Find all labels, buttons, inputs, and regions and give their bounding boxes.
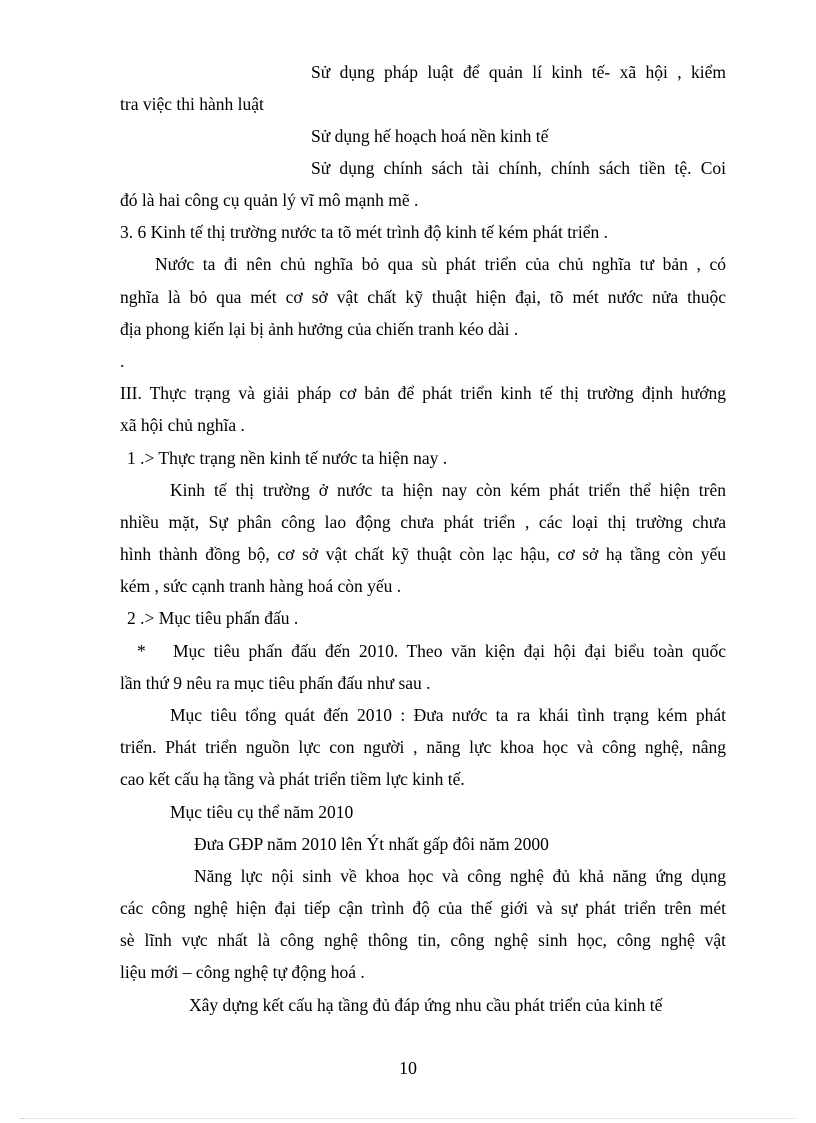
text-line-23: cao kết cấu hạ tầng và phát triển tiềm lực kinh tế. (120, 769, 465, 789)
text-line-4: Sử dụng chính sách tài chính, chính sách tiền tệ. Coi (311, 158, 726, 178)
text-line-1: Sử dụng pháp luật để quản lí kinh tế- xã hội , kiểm (311, 62, 726, 82)
text-line-7: Nước ta đi nên chủ nghĩa bỏ qua sù phát triển của chủ nghĩa tư bản , có (155, 254, 726, 274)
text-line-21: Mục tiêu tổng quát đến 2010 : Đưa nước ta ra khái tình trạng kém phát (170, 705, 726, 725)
text-line-28: sè lĩnh vực nhất là công nghệ thông tin, công nghệ sinh học, công nghệ vật (120, 930, 726, 950)
text-line-17: kém , sức cạnh tranh hàng hoá còn yếu . (120, 576, 402, 596)
bullet-star: * (137, 641, 146, 661)
section-heading-iii: III. Thực trạng và giải pháp cơ bản để phát triển kinh tế thị trường định hướng (120, 383, 726, 403)
text-line-25: Đưa GĐP năm 2010 lên Ýt nhất gấp đôi năm 2000 (194, 834, 549, 854)
text-line-19: Mục tiêu phấn đấu đến 2010. Theo văn kiện đại hội đại biểu toàn quốc (173, 641, 726, 661)
text-line-3: Sử dụng hế hoạch hoá nền kinh tế (311, 126, 549, 146)
text-line-12: xã hội chủ nghĩa . (120, 415, 245, 435)
text-line-30: Xây dựng kết cấu hạ tầng đủ đáp ứng nhu cầu phát triển của kinh tế (189, 995, 663, 1015)
text-line-27: các công nghệ hiện đại tiếp cận trình độ của thế giới và sự phát triển trên mét (120, 898, 726, 918)
page-number: 10 (399, 1058, 417, 1078)
text-line-14: Kinh tế thị trường ở nước ta hiện nay còn kém phát triển thể hiện trên (170, 480, 726, 500)
subheading-1: 1 .> Thực trạng nền kinh tế nước ta hiện nay . (127, 448, 448, 468)
text-line-24: Mục tiêu cụ thể năm 2010 (170, 802, 354, 822)
section-heading-3-6: 3. 6 Kinh tế thị trường nước ta tõ mét trình độ kinh tế kém phát triển . (120, 222, 609, 242)
footer-divider (20, 1118, 796, 1119)
text-line-2: tra việc thi hành luật (120, 94, 264, 114)
text-line-10: . (120, 351, 125, 371)
text-line-16: hình thành đồng bộ, cơ sở vật chất kỹ thuật còn lạc hậu, cơ sở hạ tầng còn yếu (120, 544, 726, 564)
text-line-22: triển. Phát triển nguồn lực con người , năng lực khoa học và công nghệ, nâng (120, 737, 726, 757)
text-line-15: nhiều mặt, Sự phân công lao động chưa phát triển , các loại thị trường chưa (120, 512, 726, 532)
text-line-29: liệu mới – công nghệ tự động hoá . (120, 962, 365, 982)
text-line-8: nghĩa là bỏ qua mét cơ sở vật chất kỹ thuật hiện đại, tõ mét nước nửa thuộc (120, 287, 726, 307)
text-line-9: địa phong kiến lại bị ảnh hưởng của chiến tranh kéo dài . (120, 319, 519, 339)
text-line-5: đó là hai công cụ quản lý vĩ mô mạnh mẽ . (120, 190, 419, 210)
subheading-2: 2 .> Mục tiêu phấn đấu . (127, 608, 299, 628)
text-line-20: lần thứ 9 nêu ra mục tiêu phấn đấu như sau . (120, 673, 431, 693)
text-line-26: Năng lực nội sinh về khoa học và công nghệ đủ khả năng ứng dụng (194, 866, 726, 886)
